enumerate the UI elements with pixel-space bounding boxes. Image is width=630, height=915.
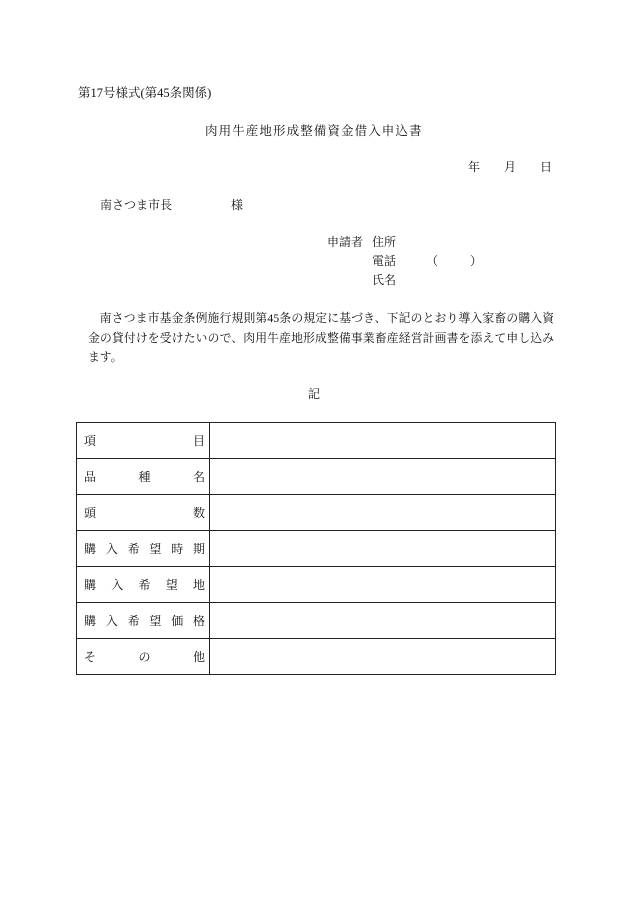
- row-label-item: 項 目: [84, 433, 205, 448]
- form-number: 第17号様式(第45条関係): [78, 86, 212, 100]
- row-value-cell: [210, 423, 556, 459]
- address-label: 住所: [372, 235, 397, 249]
- row-value-cell: [210, 567, 556, 603]
- row-label-cell: [77, 567, 210, 603]
- phone-label: 電話: [372, 254, 397, 268]
- table-row: [77, 639, 556, 675]
- application-body-text: 南さつま市基金条例施行規則第45条の規定に基づき、下記のとおり導入家畜の購入資金の貸付けを受けたいので、肉用牛産地形成整備事業畜産経営計画書を添えて申し込みます。: [88, 311, 555, 364]
- row-label-purchase-price: 購 入 希 望 価 格: [84, 613, 205, 628]
- row-label-cell: [77, 423, 210, 459]
- row-label-cell: [77, 603, 210, 639]
- row-label-breed-name: 品 種 名: [84, 469, 205, 484]
- note-heading: 記: [308, 387, 321, 401]
- table-row: [77, 603, 556, 639]
- row-label-purchase-place: 購 入 希 望 地: [84, 577, 205, 592]
- application-details-table: [76, 422, 556, 675]
- table-row: [77, 423, 556, 459]
- table-row: [77, 495, 556, 531]
- row-label-cell: [77, 639, 210, 675]
- row-value-cell: [210, 495, 556, 531]
- row-value-cell: [210, 459, 556, 495]
- table-row: [77, 459, 556, 495]
- applicant-label: 申請者: [327, 235, 364, 249]
- row-label-head-count: 頭 数: [84, 505, 205, 520]
- row-label-other: そ の 他: [84, 649, 205, 664]
- name-label: 氏名: [372, 273, 397, 287]
- date-line: 年 月 日: [468, 160, 553, 174]
- row-label-cell: [77, 531, 210, 567]
- row-value-cell: [210, 531, 556, 567]
- phone-parentheses: （ ）: [426, 254, 482, 268]
- table-row: [77, 567, 556, 603]
- row-value-cell: [210, 639, 556, 675]
- row-label-purchase-period: 購 入 希 望 時 期: [84, 541, 205, 556]
- row-label-cell: [77, 459, 210, 495]
- document-title: 肉用牛産地形成整備資金借入申込書: [205, 124, 423, 138]
- row-value-cell: [210, 603, 556, 639]
- row-label-cell: [77, 495, 210, 531]
- addressee-honorific: 様: [231, 198, 244, 212]
- table-row: [77, 531, 556, 567]
- addressee-name: 南さつま市長: [100, 198, 173, 212]
